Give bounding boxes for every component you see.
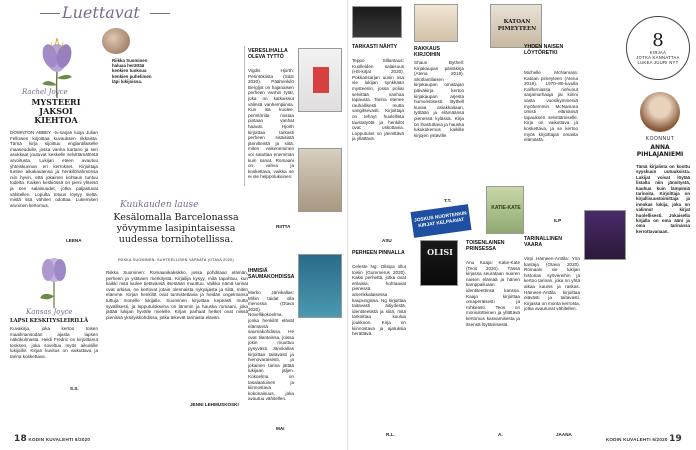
col1-signature: ASU <box>382 238 392 243</box>
book-col2-title: VERESLIHALLA OLEVA TYTTÖ <box>248 48 288 60</box>
book-cover-olisi <box>420 240 458 286</box>
title-rule-right <box>150 13 170 14</box>
col3b-body: Virpi Hämeen-Anttila: Yön kantaja (Otava 2020). Romaani vie lukijan historian syövereihin ja kertoo tarinan, joka on yhtä aikaa kaunis ja raskas. Hämeen-Anttila kirjoittaa elävästi ja taitavasti. Kirjassa on monta kerrosta, jotka avautuvat vähitellen. <box>524 256 580 312</box>
left-page-number: 18 <box>14 434 27 444</box>
col3b-title: TARINALLINEN VAARA <box>524 236 562 248</box>
col3-title: YHDEN NAISEN LÖYTÖRETKI <box>524 44 564 56</box>
author-photo <box>102 28 130 54</box>
badge <box>626 16 690 80</box>
quote-source: RIIKKA SUOMINEN: SUHTEELLISEN VAPAATA (OTAVA 2020) <box>118 258 234 262</box>
koonnut-name: ANNA PIHLAJANIEMI <box>636 144 684 158</box>
col1-body: Teppo Sillantaus: Kuolleiden salaisuus (HS-kirjat 2020). Pokkarisarjan uusin osa vie lukijan synkkään mysteeriin, jossa poliisi selvittää vanhaa tapausta. Tarina etenee rauhallisesti mutta vangitsevasti. Kirjoittaja on tehnyt huolellista taustatyötä ja henkilöt ovat uskottavia. Lopputulos on jännittävä ja yllättävä. <box>352 58 404 142</box>
book-cover-kirjakaupan <box>414 4 458 42</box>
book-col3-body: Marko Järvikallas: Mihin taidat olla menossa (Otava 2020). Novellikokoelma, jonka henkilöt elävät elämänsä saumakohdissa. He ovat tilanteissa, joissa jokin muuttuu pysyvästi. Järvikallas kirjoittaa taitavasti ja hienovaraisesti, ja jokainen tarina jättää lukijaan jäljen. Kokoelma on tasalaatuinen ja kiinnostava kokonaisuus, joka avautuu vähitellen. <box>248 290 294 402</box>
badge-line2: JOTKA KANNATTAA <box>636 54 680 60</box>
book-col3-signature: MAI <box>276 426 285 431</box>
left-footer <box>14 434 90 444</box>
book1-author-script: Rachel Joyce <box>22 88 68 96</box>
badge-line3: LUKEA JUURI NYT <box>637 59 679 65</box>
interview-body: Riikka Suominen: Romaanikaksikko, jossa pohditaan elämän, perheen ja ystävien merkitystä. Kirjailija kysyy, mitä tapahtuu, kun kaikki mitä luulee tietävänsä itsestään muuttuu. Vaikka nämä tarinat ovat arkisia, ne kertovat jotain olennaista nykyajasta ja siitä, miten elämme. Kirjan henkilöt ovat tunnistettavia ja heidän ongelmansa tuttuja monelle lukijalle. Suominen kirjoittaa kepeästi mutta syvällisesti, ja lopputuloksena on lämmin ja hauska romaani, joka jättää lukijan hyvälle mielelle. Kirjan parhaat hetket ovat niissä pienissä yksityiskohdissa, jotka tekevät tarinasta elävän. <box>106 270 248 320</box>
col1b-signature: R.L. <box>386 432 395 437</box>
book-col2-body: Vigdis Hjorth: Perintökiista (S&S 2020). Päähenkilö Bergljot on hajanaisen perheen vanhin tytär, joka on katkaissut välinsä vanhempiinsa. Kun isä kuolee, perintöriita nostaa pintaan vanhat haavat. Hjorth kirjoittaa tarkasti perheen sisäisistä jännitteistä ja siitä, miten vaikeneminen voi satuttaa enemmän kuin sanat. Romaani on vahva ja koskettava, vaikka se ei ole helppolukuinen. <box>248 68 294 180</box>
col1-title: TARKASTI NÄHTY <box>352 44 398 50</box>
left-publication: KODIN KUVALEHTI 6/2020 <box>28 437 91 442</box>
book-cover-kuolleiden <box>352 6 402 38</box>
right-publication: KODIN KUVALEHTI 6/2020 <box>605 437 668 442</box>
book1-title: MYSTEERI JAKSOI KIEHTOA <box>31 97 81 125</box>
cover-katie-title: KATIE-KATE <box>491 205 521 211</box>
cover-olisi-title: OLISI <box>427 247 453 257</box>
book-cover-veres <box>298 48 342 112</box>
col3-body: Michelle McNamara: Katoan pimeyteen (Atena 2019). 1970–80-luvulla Kaliforniassa riehunut sarjamurhaaja jäi kiinni vasta vuosikymmeniä myöhemmin. McNamara omisti elämänsä tapauksen selvittämiselle. Kirja on vaikuttava ja koskettava, ja se kertoo myös kirjoittajan omasta elämästä. <box>524 70 578 143</box>
book-cover-yon <box>584 210 626 260</box>
book1-signature: LEENA <box>66 238 82 243</box>
book-col2-signature: RIITTA <box>276 224 291 229</box>
kansas-script-label: Kansas Joyce <box>26 308 73 316</box>
col2b-title: TOISENLAINEN PRINSESSA <box>466 240 505 252</box>
tulip-illustration <box>24 248 84 310</box>
book-cover-mihin <box>298 254 342 318</box>
right-page <box>348 0 696 450</box>
kansas-title: LAPSI KESKITYSLEIRILLÄ <box>10 318 89 324</box>
col1b-body: Celeste Ng: Olisipa ollut toisin (Gummerus 2020). Kaksi perhettä, jotka ovat erilaisia, kohtaavat pienessä amerikkalaisessa kaupungissa. Ng kirjoittaa taitavasti äitiydestä, identiteetistä ja siitä, mitä tarkoittaa kuulua joukkoon. Kirja on kiinnostava ja ajatuksia herättävä. <box>352 264 406 337</box>
book1-body: DOWNTON ABBEY -tv-sarjan luoja Julian Fellowes kirjoittaa kuvauksen rikkaista. Tämä kirja sijoittuu englantilaiselle maaseudulle, jossa vanha kartano ja sen asukkaat joutuvat keskelle selvittämätöntä arvoitusta. Lukijan eteen avautuu yhteiskunnan eri kerrokset. Kirjoittaja tuntee aikakautensa ja henkilöhahmonsa niin hyvin, että jokainen kohtaus tuntuu todelta. Kaiken keskiössä on pieni yhteisö ja sen salaisuudet, jotka paljastuvat vähitellen. Lopulta totuus löytyy sieltä, mistä sitä vähiten odottaa. Lukemisen arvoinen kertomus. <box>10 130 98 208</box>
col3-signature: ILP <box>554 218 562 223</box>
koonnut-body: Tämä kirjalista on koottu syyskuun uutuuksista. Lukijat voivat löytää listalta niin jännitystä, kauhua kuin lämpimiä tarinoita. Kirjoittaja on kirjallisuustoimittaja ja innokas lukija, joka on valinnut kirjat huolellisesti. Jokaisella kirjalla on oma ääni ja oma tarinansa kerrottavanaan. <box>636 164 690 234</box>
title-rule-left <box>40 13 60 14</box>
badge-line1: KIRJAA <box>649 49 667 55</box>
right-page-number: 19 <box>669 434 682 444</box>
cover-katoan-title: KATOAN PIMEYTEEN <box>497 19 537 32</box>
section-title: Luettavat <box>62 3 140 22</box>
col2-title: RAKKAUS KIRJOIHIN <box>414 46 441 58</box>
koonnut-label: KOONNUT <box>645 136 675 142</box>
book-col3-title: IHMISIÄ SAUMAKOHDISSA <box>248 268 295 280</box>
side-note: Riikka Suominen haluaa herättää kenkien tuoksua kenkien puhelimen läpi lukijoissa. <box>112 58 152 84</box>
ribbon <box>410 204 471 238</box>
ribbon-text: JOSKUS NUORTENKIN KIRJAT KELPAAVAT <box>413 211 468 230</box>
quote-text: Kesälomalla Barcelonassa yövymme lasipintaisessa uudessa tornihotellissa. <box>113 212 239 245</box>
author-portrait <box>640 92 680 132</box>
badge-number: 8 <box>652 29 664 51</box>
interview-signature: JENNI LEHMUSKOSKI <box>190 402 239 407</box>
book-cover-katoan <box>490 4 542 48</box>
right-footer <box>606 434 682 444</box>
book-cover-perinto <box>298 148 342 212</box>
col2b-signature: A. <box>498 432 503 437</box>
col3b-signature: JAANA <box>556 432 572 437</box>
col2-signature: T.T. <box>444 198 452 203</box>
kansas-signature: S.S. <box>70 386 79 391</box>
col2b-body: Anu Kaaja: Katie-Kate (Teos 2020). Tässä kirjassa seurataan nuoren naisen elämää ja hänen kamppailuaan identiteettinsä kanssa. Kaaja kirjoittaa omaperäisesti ja rohkeasti. Teos on moniulotteinen ja yllättävä kertomus kasvamisesta ja itsensä löytämisestä. <box>466 260 520 327</box>
column-rule <box>244 46 245 186</box>
quote-script-label: Kuukauden lause <box>120 200 199 210</box>
kansas-body: Kuvakirja, joka kertoo toisen maailmansodan ajasta lapsen näkökulmasta. Heidi Fredric on kirjoittanut teoksen, joka soveltuu myös aikuisille lukijoille. Kirjan kuvitus on vaikuttava ja tarina koskettava. <box>10 326 98 359</box>
book-cover-katie <box>486 186 524 234</box>
col1b-title: PERHEEN PINNALLA <box>352 250 405 256</box>
col2-body: Shaun Bythell: Kirjakaupan päiväkirja (Atena 2019). Skotlantilaisen kirjakaupan omistajan päiväkirja kertoo kirjakaupan arjesta humoristisesti. Bythell kuvaa asiakkaitaan, työtään ja elämäänsä pienessä kylässä. Kirja on ihastuttava ja hauska lukukokemus kaikille kirjojen ystäville. <box>414 60 464 138</box>
